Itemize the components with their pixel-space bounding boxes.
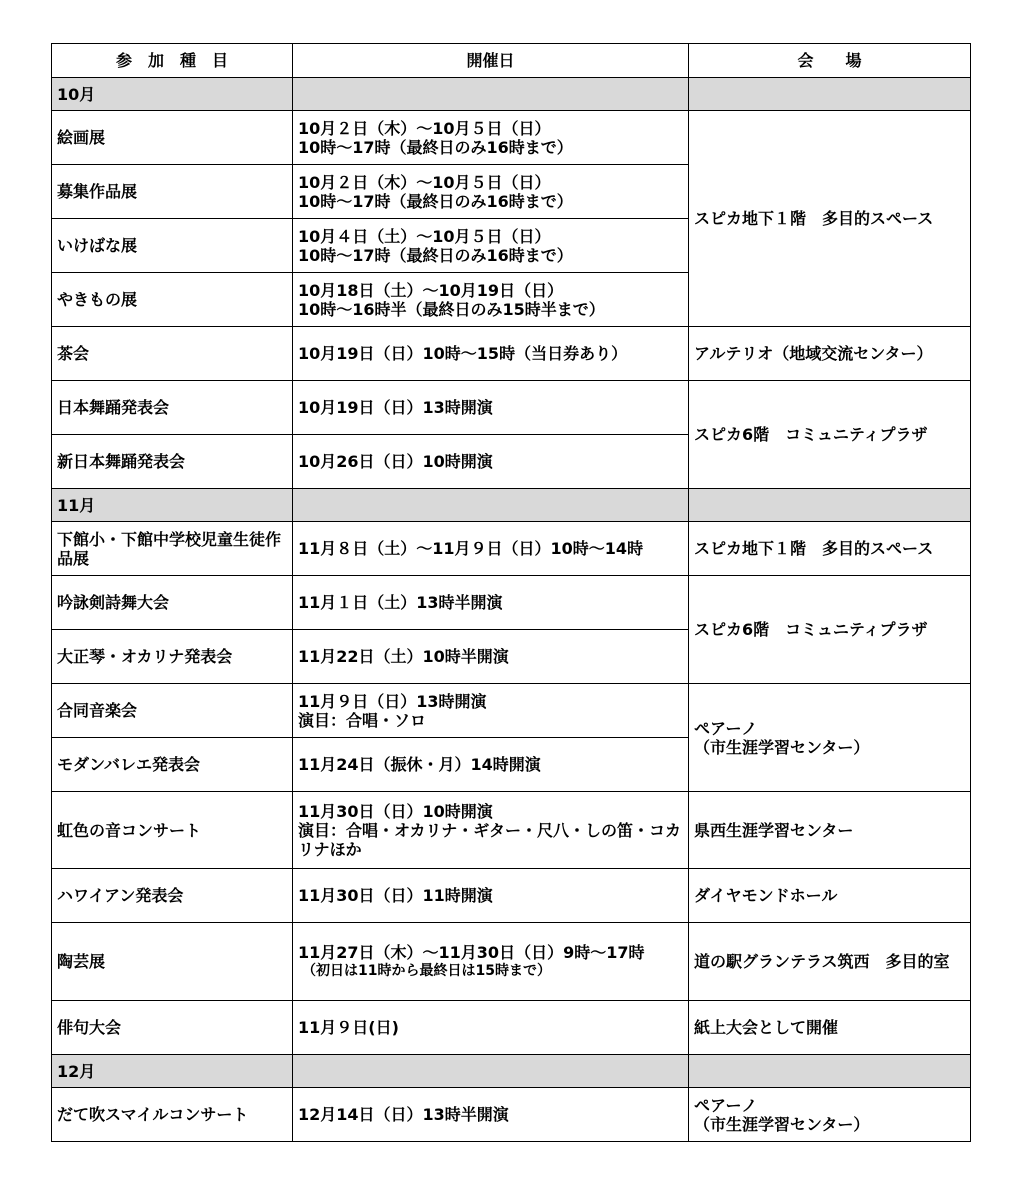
event-date: 11月24日（振休・月）14時開演 <box>293 738 689 792</box>
event-name: いけばな展 <box>52 219 293 273</box>
event-venue: 道の駅グランテラス筑西 多目的室 <box>689 923 971 1001</box>
month-label: 12月 <box>52 1055 293 1088</box>
event-date: 11月１日（土）13時半開演 <box>293 576 689 630</box>
table-row <box>52 327 971 381</box>
month-label: 10月 <box>52 78 293 111</box>
header-event: 参 加 種 目 <box>52 44 293 78</box>
event-date: 11月22日（土）10時半開演 <box>293 630 689 684</box>
event-name: 俳句大会 <box>52 1001 293 1055</box>
month-row-december <box>52 1055 971 1088</box>
table-row <box>52 684 971 738</box>
header-row <box>52 44 971 78</box>
event-date: 10月26日（日）10時開演 <box>293 435 689 489</box>
event-name: 茶会 <box>52 327 293 381</box>
header-venue: 会 場 <box>689 44 971 78</box>
table-row <box>52 792 971 869</box>
event-name: やきもの展 <box>52 273 293 327</box>
event-name: 虹色の音コンサート <box>52 792 293 869</box>
event-name: 下館小・下館中学校児童生徒作品展 <box>52 522 293 576</box>
event-name: 大正琴・オカリナ発表会 <box>52 630 293 684</box>
month-row-november <box>52 489 971 522</box>
event-date: 11月27日（木）～11月30日（日）9時～17時 （初日は11時から最終日は15時まで） <box>293 923 689 1001</box>
event-venue: 紙上大会として開催 <box>689 1001 971 1055</box>
event-schedule-table <box>51 43 971 1142</box>
event-venue: ペアーノ （市生涯学習センター） <box>689 684 971 792</box>
event-venue: スピカ6階 コミュニティプラザ <box>689 381 971 489</box>
event-name: だて吹スマイルコンサート <box>52 1088 293 1142</box>
event-date: 10月４日（土）～10月５日（日） 10時～17時（最終日のみ16時まで） <box>293 219 689 273</box>
event-date: 11月８日（土）～11月９日（日）10時～14時 <box>293 522 689 576</box>
event-date: 11月30日（日）11時開演 <box>293 869 689 923</box>
event-date: 12月14日（日）13時半開演 <box>293 1088 689 1142</box>
event-date: 10月２日（木）～10月５日（日） 10時～17時（最終日のみ16時まで） <box>293 111 689 165</box>
table-row <box>52 869 971 923</box>
month-row-october <box>52 78 971 111</box>
event-name: 日本舞踊発表会 <box>52 381 293 435</box>
event-date: 10月19日（日）10時～15時（当日券あり） <box>293 327 689 381</box>
event-name: 募集作品展 <box>52 165 293 219</box>
event-date: 11月30日（日）10時開演 演目：合唱・オカリナ・ギター・尺八・しの笛・コカリナほか <box>293 792 689 869</box>
table-row <box>52 923 971 1001</box>
table-row <box>52 1001 971 1055</box>
table-row <box>52 522 971 576</box>
event-venue: スピカ6階 コミュニティプラザ <box>689 576 971 684</box>
event-date: 11月９日（日）13時開演 演目：合唱・ソロ <box>293 684 689 738</box>
event-name: 絵画展 <box>52 111 293 165</box>
event-name: 新日本舞踊発表会 <box>52 435 293 489</box>
table-row <box>52 1088 971 1142</box>
event-name: ハワイアン発表会 <box>52 869 293 923</box>
month-label: 11月 <box>52 489 293 522</box>
event-venue: スピカ地下１階 多目的スペース <box>689 522 971 576</box>
table-row <box>52 111 971 165</box>
event-date: 10月19日（日）13時開演 <box>293 381 689 435</box>
table-row <box>52 576 971 630</box>
event-venue: ダイヤモンドホール <box>689 869 971 923</box>
event-venue: 県西生涯学習センター <box>689 792 971 869</box>
event-date: 10月18日（土）～10月19日（日） 10時～16時半（最終日のみ15時半まで） <box>293 273 689 327</box>
table-row <box>52 381 971 435</box>
event-name: 吟詠剣詩舞大会 <box>52 576 293 630</box>
event-name: 陶芸展 <box>52 923 293 1001</box>
event-venue: スピカ地下１階 多目的スペース <box>689 111 971 327</box>
event-name: モダンバレエ発表会 <box>52 738 293 792</box>
event-date: 11月９日(日) <box>293 1001 689 1055</box>
event-venue: アルテリオ（地域交流センター） <box>689 327 971 381</box>
event-date: 10月２日（木）～10月５日（日） 10時～17時（最終日のみ16時まで） <box>293 165 689 219</box>
header-date: 開催日 <box>293 44 689 78</box>
event-venue: ペアーノ （市生涯学習センター） <box>689 1088 971 1142</box>
event-name: 合同音楽会 <box>52 684 293 738</box>
